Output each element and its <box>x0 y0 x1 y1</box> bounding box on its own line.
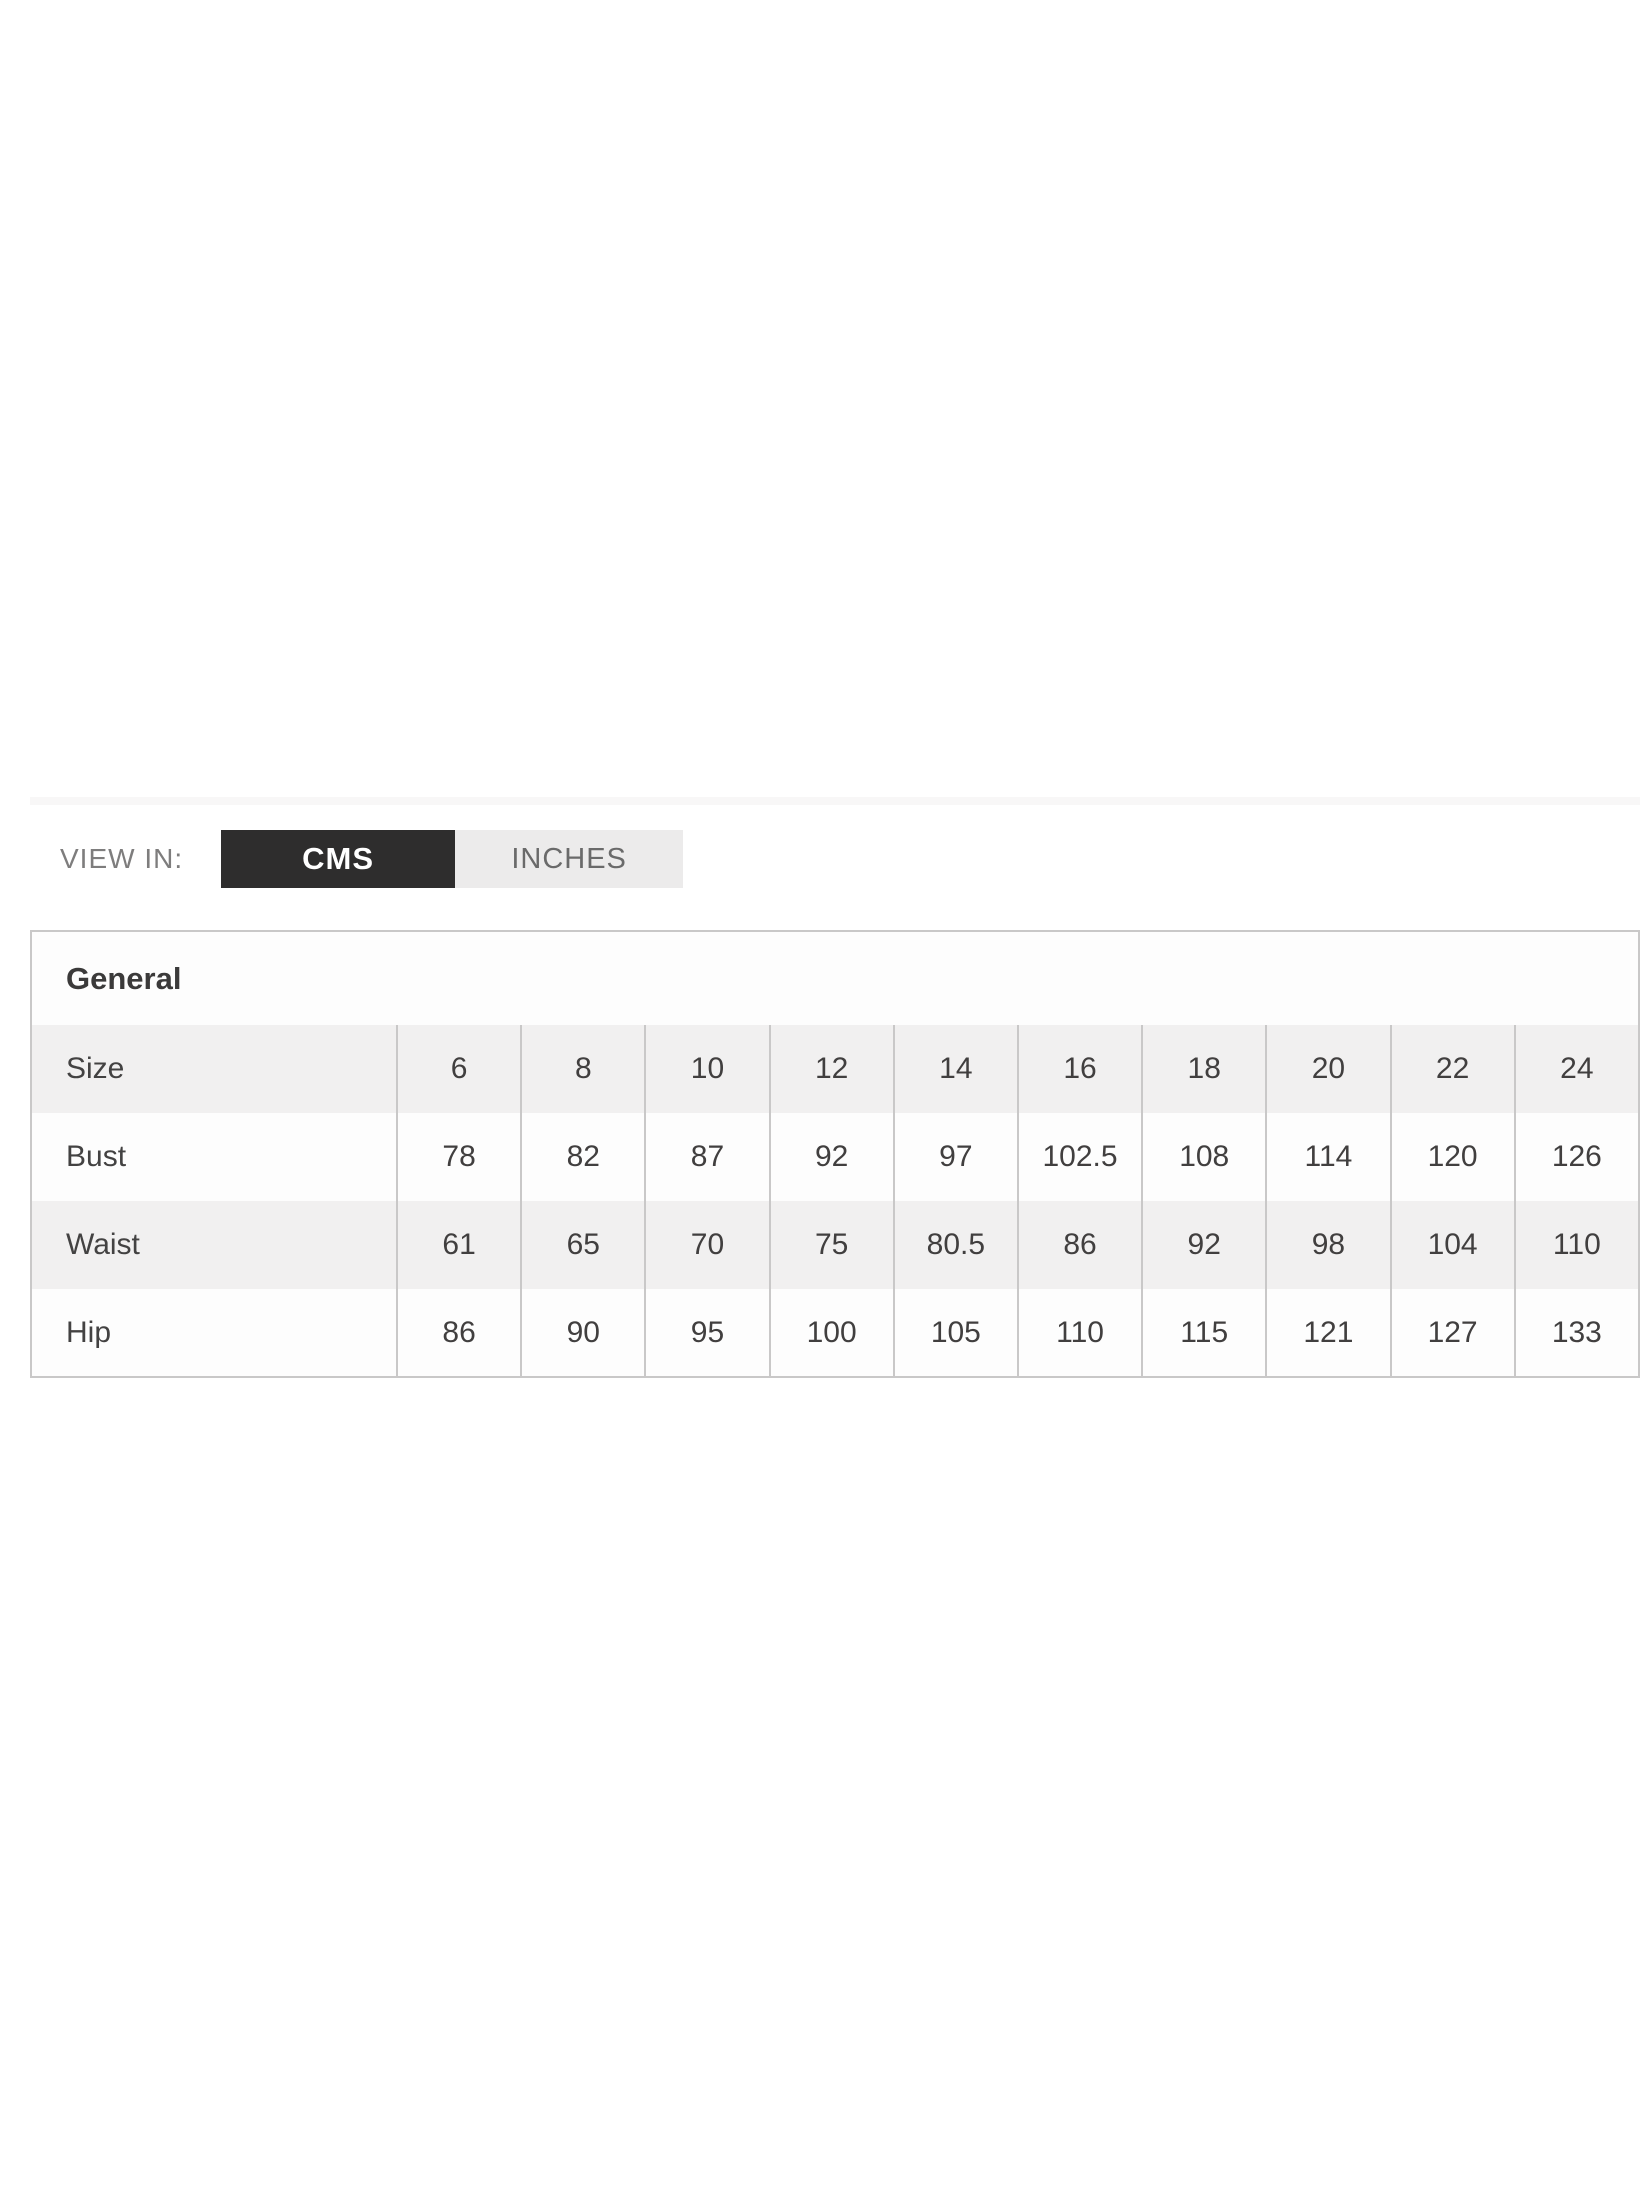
table-row <box>31 1025 1639 1113</box>
cell-value: 133 <box>1515 1289 1639 1377</box>
unit-toggle-bar <box>60 830 683 888</box>
cell-value: 65 <box>521 1201 645 1289</box>
table-row <box>31 1113 1639 1201</box>
cell-value: 82 <box>521 1113 645 1201</box>
cell-value: 24 <box>1515 1025 1639 1113</box>
cell-value: 86 <box>1018 1201 1142 1289</box>
cell-value: 121 <box>1266 1289 1390 1377</box>
divider <box>30 797 1640 805</box>
cell-value: 115 <box>1142 1289 1266 1377</box>
cell-value: 78 <box>397 1113 521 1201</box>
cell-value: 105 <box>894 1289 1018 1377</box>
cell-value: 87 <box>645 1113 769 1201</box>
cell-value: 86 <box>397 1289 521 1377</box>
cell-value: 110 <box>1515 1201 1639 1289</box>
cell-value: 95 <box>645 1289 769 1377</box>
cell-value: 61 <box>397 1201 521 1289</box>
cell-value: 70 <box>645 1201 769 1289</box>
section-header-row <box>31 931 1639 1025</box>
row-label: Hip <box>66 1315 112 1349</box>
cell-value: 92 <box>770 1113 894 1201</box>
cell-value: 104 <box>1391 1201 1515 1289</box>
cell-value: 6 <box>397 1025 521 1113</box>
cell-value: 90 <box>521 1289 645 1377</box>
cell-value: 20 <box>1266 1025 1390 1113</box>
cell-value: 12 <box>770 1025 894 1113</box>
size-chart-body <box>31 1025 1639 1377</box>
table-row <box>31 1289 1639 1377</box>
cell-value: 16 <box>1018 1025 1142 1113</box>
row-label: Waist <box>66 1228 140 1261</box>
cell-value: 75 <box>770 1201 894 1289</box>
cell-value: 80.5 <box>894 1201 1018 1289</box>
cell-value: 8 <box>521 1025 645 1113</box>
cell-value: 92 <box>1142 1201 1266 1289</box>
cell-value: 97 <box>894 1113 1018 1201</box>
cell-value: 22 <box>1391 1025 1515 1113</box>
cell-value: 98 <box>1266 1201 1390 1289</box>
inches-button[interactable]: INCHES <box>455 830 683 888</box>
cell-value: 120 <box>1391 1113 1515 1201</box>
cell-value: 127 <box>1391 1289 1515 1377</box>
table-row <box>31 1201 1639 1289</box>
unit-toggle <box>221 830 683 888</box>
section-title-general: General <box>31 931 1639 1025</box>
cell-value: 18 <box>1142 1025 1266 1113</box>
cell-value: 102.5 <box>1018 1113 1142 1201</box>
cms-button[interactable]: CMS <box>221 830 455 888</box>
cell-value: 10 <box>645 1025 769 1113</box>
size-chart-table <box>30 930 1640 1378</box>
cell-value: 14 <box>894 1025 1018 1113</box>
cell-value: 108 <box>1142 1113 1266 1201</box>
row-label: Bust <box>66 1140 127 1173</box>
cell-value: 114 <box>1266 1113 1390 1201</box>
view-in-label: VIEW IN: <box>60 843 184 874</box>
cell-value: 100 <box>770 1289 894 1377</box>
cell-value: 110 <box>1018 1289 1142 1377</box>
cell-value: 126 <box>1515 1113 1639 1201</box>
row-label: Size <box>66 1052 125 1085</box>
